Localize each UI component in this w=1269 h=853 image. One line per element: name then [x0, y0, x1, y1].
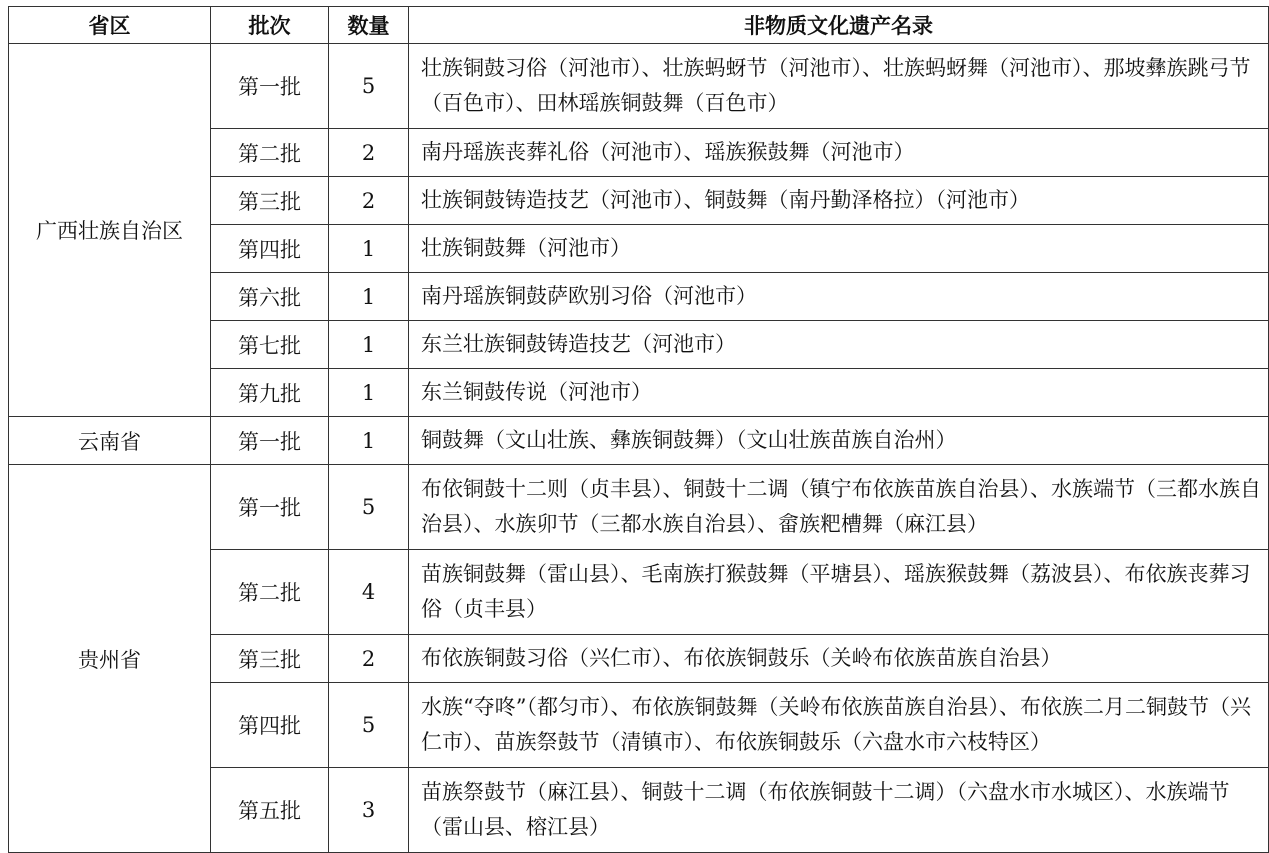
batch-cell: 第三批 [211, 177, 329, 225]
header-row [9, 7, 1269, 44]
names-cell: 苗族祭鼓节（麻江县）、铜鼓十二调（布依族铜鼓十二调）（六盘水市水城区）、水族端节（雷山县、榕江县） [409, 768, 1269, 853]
count-cell: 2 [329, 177, 409, 225]
names-cell: 南丹瑶族铜鼓萨欧别习俗（河池市） [409, 273, 1269, 321]
heritage-table [8, 6, 1269, 853]
count-cell: 2 [329, 635, 409, 683]
names-cell: 苗族铜鼓舞（雷山县）、毛南族打猴鼓舞（平塘县）、瑶族猴鼓舞（荔波县）、布依族丧葬习俗（贞丰县） [409, 550, 1269, 635]
batch-cell: 第二批 [211, 129, 329, 177]
batch-cell: 第二批 [211, 550, 329, 635]
names-cell: 壮族铜鼓习俗（河池市）、壮族蚂蚜节（河池市）、壮族蚂蚜舞（河池市）、那坡彝族跳弓节（百色市）、田林瑶族铜鼓舞（百色市） [409, 44, 1269, 129]
names-cell: 东兰铜鼓传说（河池市） [409, 369, 1269, 417]
count-cell: 1 [329, 273, 409, 321]
header-count: 数量 [329, 7, 409, 44]
names-cell: 南丹瑶族丧葬礼俗（河池市）、瑶族猴鼓舞（河池市） [409, 129, 1269, 177]
province-cell: 云南省 [9, 417, 211, 465]
names-cell: 布依铜鼓十二则（贞丰县）、铜鼓十二调（镇宁布依族苗族自治县）、水族端节（三都水族自治县）、水族卯节（三都水族自治县）、畲族粑槽舞（麻江县） [409, 465, 1269, 550]
count-cell: 1 [329, 417, 409, 465]
count-cell: 1 [329, 321, 409, 369]
province-cell: 贵州省 [9, 465, 211, 853]
count-cell: 2 [329, 129, 409, 177]
header-province: 省区 [9, 7, 211, 44]
count-cell: 3 [329, 768, 409, 853]
batch-cell: 第三批 [211, 635, 329, 683]
count-cell: 5 [329, 44, 409, 129]
names-cell: 铜鼓舞（文山壮族、彝族铜鼓舞）（文山壮族苗族自治州） [409, 417, 1269, 465]
batch-cell: 第七批 [211, 321, 329, 369]
table-row [9, 44, 1269, 129]
count-cell: 4 [329, 550, 409, 635]
province-cell: 广西壮族自治区 [9, 44, 211, 417]
batch-cell: 第五批 [211, 768, 329, 853]
table-row [9, 465, 1269, 550]
table-row [9, 417, 1269, 465]
names-cell: 布依族铜鼓习俗（兴仁市）、布依族铜鼓乐（关岭布依族苗族自治县） [409, 635, 1269, 683]
batch-cell: 第四批 [211, 683, 329, 768]
count-cell: 1 [329, 369, 409, 417]
names-cell: 壮族铜鼓舞（河池市） [409, 225, 1269, 273]
names-cell: 水族“夺咚”（都匀市）、布依族铜鼓舞（关岭布依族苗族自治县）、布依族二月二铜鼓节（兴仁市）、苗族祭鼓节（清镇市）、布依族铜鼓乐（六盘水市六枝特区） [409, 683, 1269, 768]
batch-cell: 第六批 [211, 273, 329, 321]
batch-cell: 第一批 [211, 44, 329, 129]
count-cell: 5 [329, 465, 409, 550]
batch-cell: 第一批 [211, 465, 329, 550]
names-cell: 东兰壮族铜鼓铸造技艺（河池市） [409, 321, 1269, 369]
count-cell: 5 [329, 683, 409, 768]
header-batch: 批次 [211, 7, 329, 44]
header-names: 非物质文化遗产名录 [409, 7, 1269, 44]
names-cell: 壮族铜鼓铸造技艺（河池市）、铜鼓舞（南丹勤泽格拉）（河池市） [409, 177, 1269, 225]
batch-cell: 第一批 [211, 417, 329, 465]
batch-cell: 第九批 [211, 369, 329, 417]
count-cell: 1 [329, 225, 409, 273]
batch-cell: 第四批 [211, 225, 329, 273]
